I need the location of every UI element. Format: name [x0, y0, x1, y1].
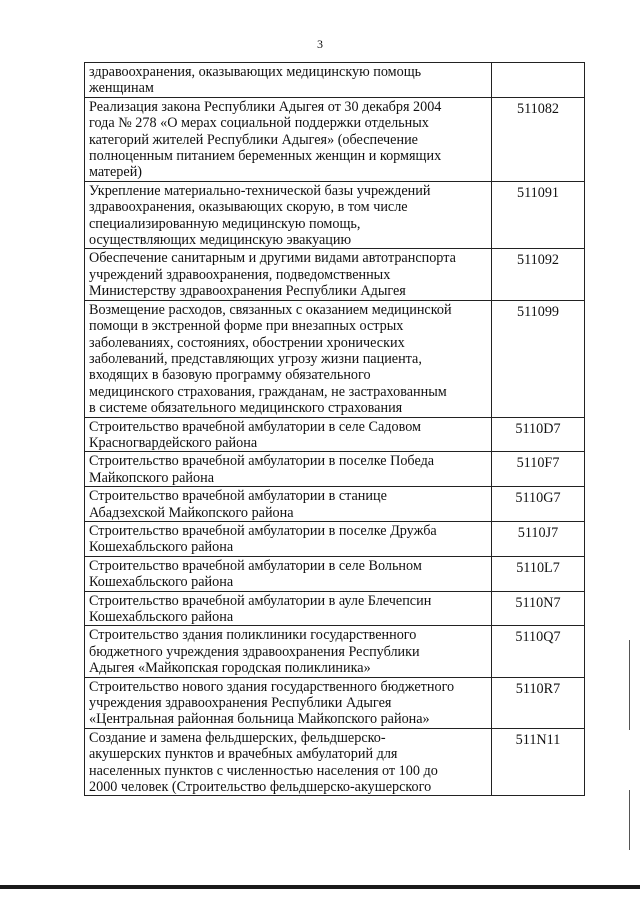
expense-code-cell: 511082	[492, 97, 585, 181]
table-body	[85, 63, 585, 796]
table-row	[85, 63, 585, 98]
page-number: 3	[317, 37, 323, 51]
expense-code-cell: 511N11	[492, 728, 585, 796]
expense-code-cell: 5110N7	[492, 591, 585, 626]
expense-description-cell: Возмещение расходов, связанных с оказанием медицинской помощи в экстренной форме при внезапных острых заболеваниях, состояниях, обострении хронических заболеваний, представляющих угрозу жизни пациента, входящих в базовую программу обязательного медицинского страхования, гражданам, не застрахованным в системе обязательного медицинского страхования	[85, 300, 492, 417]
table-row	[85, 452, 585, 487]
table-row	[85, 556, 585, 591]
expense-code-cell: 5110Q7	[492, 626, 585, 677]
table-row	[85, 677, 585, 728]
expense-description-cell: здравоохранения, оказывающих медицинскую помощь женщинам	[85, 63, 492, 98]
expense-code-cell: 5110F7	[492, 452, 585, 487]
expense-code-cell: 5110G7	[492, 487, 585, 522]
table-row	[85, 300, 585, 417]
expense-description-cell: Строительство врачебной амбулатории в поселке Победа Майкопского района	[85, 452, 492, 487]
table-row	[85, 626, 585, 677]
table-row	[85, 181, 585, 249]
expense-description-cell: Строительство врачебной амбулатории в станице Абадзехской Майкопского района	[85, 487, 492, 522]
table-row	[85, 521, 585, 556]
expense-code-cell: 511092	[492, 249, 585, 300]
scan-edge-mark	[629, 640, 630, 730]
table-row	[85, 417, 585, 452]
expense-description-cell: Строительство врачебной амбулатории в селе Вольном Кошехабльского района	[85, 556, 492, 591]
expense-description-cell: Укрепление материально-технической базы учреждений здравоохранения, оказывающих скорую, в том числе специализированную медицинскую помощь, осуществляющих медицинскую эвакуацию	[85, 181, 492, 249]
table-row	[85, 487, 585, 522]
expense-description-cell: Строительство врачебной амбулатории в селе Садовом Красногвардейского района	[85, 417, 492, 452]
expense-code-cell: 5110J7	[492, 521, 585, 556]
scan-edge-mark	[629, 790, 630, 850]
expense-description-cell: Обеспечение санитарным и другими видами автотранспорта учреждений здравоохранения, подведомственных Министерству здравоохранения Республики Адыгея	[85, 249, 492, 300]
expense-code-cell: 5110R7	[492, 677, 585, 728]
expense-description-cell: Строительство здания поликлиники государственного бюджетного учреждения здравоохранения Республики Адыгея «Майкопская городская поликлиника»	[85, 626, 492, 677]
expense-code-cell: 5110L7	[492, 556, 585, 591]
expense-description-cell: Строительство врачебной амбулатории в поселке Дружба Кошехабльского района	[85, 521, 492, 556]
expense-description-cell: Реализация закона Республики Адыгея от 30 декабря 2004 года № 278 «О мерах социальной поддержки отдельных категорий жителей Республики Адыгея» (обеспечение полноценным питанием беременных женщин и кормящих матерей)	[85, 97, 492, 181]
table-row	[85, 249, 585, 300]
expense-description-cell: Строительство врачебной амбулатории в ауле Блечепсин Кошехабльского района	[85, 591, 492, 626]
expense-code-cell: 511091	[492, 181, 585, 249]
table-row	[85, 591, 585, 626]
table-row	[85, 97, 585, 181]
expense-code-cell	[492, 63, 585, 98]
budget-classification-table	[84, 62, 585, 796]
table-row	[85, 728, 585, 796]
expense-description-cell: Строительство нового здания государственного бюджетного учреждения здравоохранения Республики Адыгея «Центральная районная больница Майкопского района»	[85, 677, 492, 728]
expense-description-cell: Создание и замена фельдшерских, фельдшерско- акушерских пунктов и врачебных амбулаторий для населенных пунктов с численностью населения от 100 до 2000 человек (Строительство фельдшерско-акушерского	[85, 728, 492, 796]
expense-code-cell: 5110D7	[492, 417, 585, 452]
expense-code-cell: 511099	[492, 300, 585, 417]
scan-edge-bar	[0, 885, 640, 889]
